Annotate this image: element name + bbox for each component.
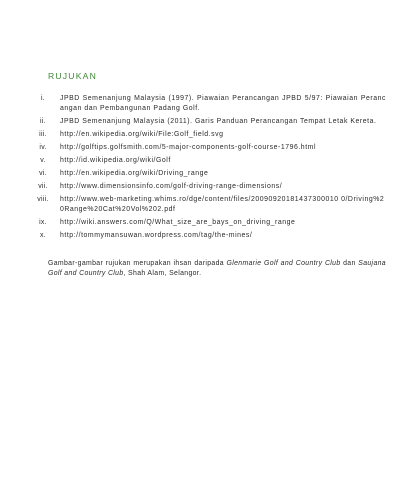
acknowledgement-note: [48, 259, 386, 280]
reference-link[interactable]: http://golftips.golfsmith.com/5-major-components-golf-course-1796.html: [60, 143, 317, 151]
reference-link[interactable]: http://en.wikipedia.org/wiki/File:Golf_field.svg: [60, 131, 224, 139]
reference-item: [30, 130, 386, 140]
reference-number: iv.: [39, 143, 47, 151]
reference-item: [30, 231, 386, 241]
reference-number: viii.: [37, 195, 49, 203]
section-heading: RUJUKAN: [48, 71, 97, 81]
reference-list: [30, 94, 386, 244]
reference-link[interactable]: http://wiki.answers.com/Q/What_size_are_bays_on_driving_range: [60, 218, 296, 226]
reference-item: [30, 195, 386, 216]
reference-item: [30, 169, 386, 179]
reference-item: [30, 94, 386, 115]
reference-number: i.: [40, 95, 46, 102]
reference-link[interactable]: http://www.web-marketing.whims.ro/dge/content/files/20090920181437300010 0/Driving%20Range%20Cat%20Vol%202.pdf: [60, 195, 385, 213]
reference-number: v.: [40, 156, 46, 164]
reference-link[interactable]: http://id.wikipedia.org/wiki/Golf: [60, 156, 171, 164]
reference-number: ix.: [39, 218, 47, 226]
reference-link[interactable]: http://en.wikipedia.org/wiki/Driving_range: [60, 169, 209, 177]
reference-text: JPBD Semenanjung Malaysia (1997). Piawaian Perancangan JPBD 5/97: Piawaian Perancangan dan Pembangunan Padang Golf.: [60, 95, 386, 113]
note-middle: dan: [340, 259, 359, 267]
reference-item: [30, 218, 386, 228]
reference-link[interactable]: http://tommymansuwan.wordpress.com/tag/the-mines/: [60, 231, 253, 239]
reference-item: [30, 117, 386, 127]
reference-number: x.: [40, 231, 46, 239]
reference-text: JPBD Semenanjung Malaysia (2011). Garis Panduan Perancangan Tempat Letak Kereta.: [60, 118, 377, 126]
reference-item: [30, 156, 386, 166]
reference-item: [30, 143, 386, 153]
reference-number: vii.: [38, 182, 48, 190]
note-place-saujana: Saujana Golf and Country Club: [48, 259, 386, 278]
note-suffix: , Shah Alam, Selangor.: [123, 270, 202, 278]
reference-number: iii.: [39, 131, 47, 139]
reference-link[interactable]: http://www.dimensionsinfo.com/golf-driving-range-dimensions/: [60, 182, 283, 190]
reference-number: ii.: [40, 118, 46, 126]
note-prefix: Gambar-gambar rujukan merupakan ihsan daripada: [48, 259, 227, 267]
note-place-glenmarie: Glenmarie Golf and Country Club: [226, 259, 341, 267]
reference-item: [30, 182, 386, 192]
reference-number: vi.: [39, 169, 47, 177]
